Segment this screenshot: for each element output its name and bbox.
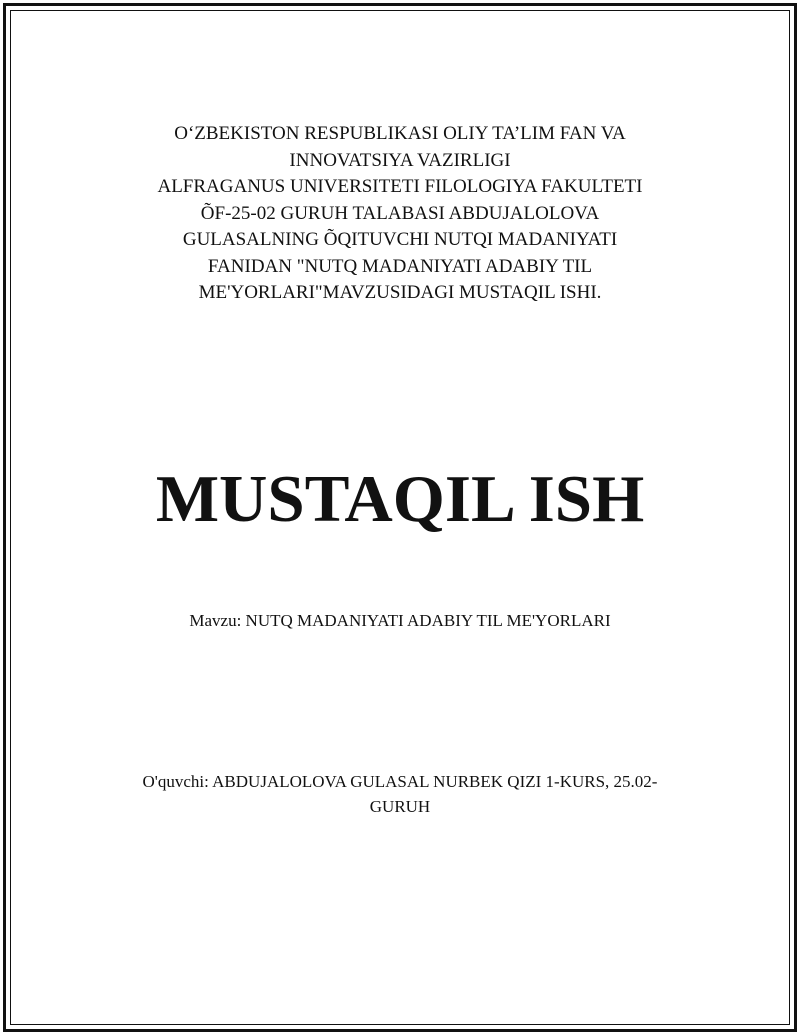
- topic-line: Mavzu: NUTQ MADANIYATI ADABIY TIL ME'YORLARI: [189, 611, 611, 630]
- header-line: INNOVATSIYA VAZIRLIGI: [289, 149, 511, 171]
- student-line: O'quvchi: ABDUJALOLOVA GULASAL NURBEK QIZI 1-KURS, 25.02-: [142, 772, 658, 791]
- document-title: MUSTAQIL ISH: [155, 462, 645, 536]
- header-line: FANIDAN "NUTQ MADANIYATI ADABIY TIL: [207, 255, 593, 277]
- header-line: ME'YORLARI"MAVZUSIDAGI MUSTAQIL ISHI.: [198, 282, 602, 303]
- header-line: GULASALNING ÕQITUVCHI NUTQI MADANIYATI: [182, 229, 618, 250]
- header-line: ÕF-25-02 GURUH TALABASI ABDUJALOLOVA: [200, 202, 600, 224]
- institution-header: [0, 121, 800, 307]
- header-line: O‘ZBEKISTON RESPUBLIKASI OLIY TA’LIM FAN VA: [174, 123, 626, 144]
- student-info: [0, 769, 800, 819]
- student-line: GURUH: [369, 797, 431, 816]
- header-line: ALFRAGANUS UNIVERSITETI FILOLOGIYA FAKULTETI: [157, 176, 643, 197]
